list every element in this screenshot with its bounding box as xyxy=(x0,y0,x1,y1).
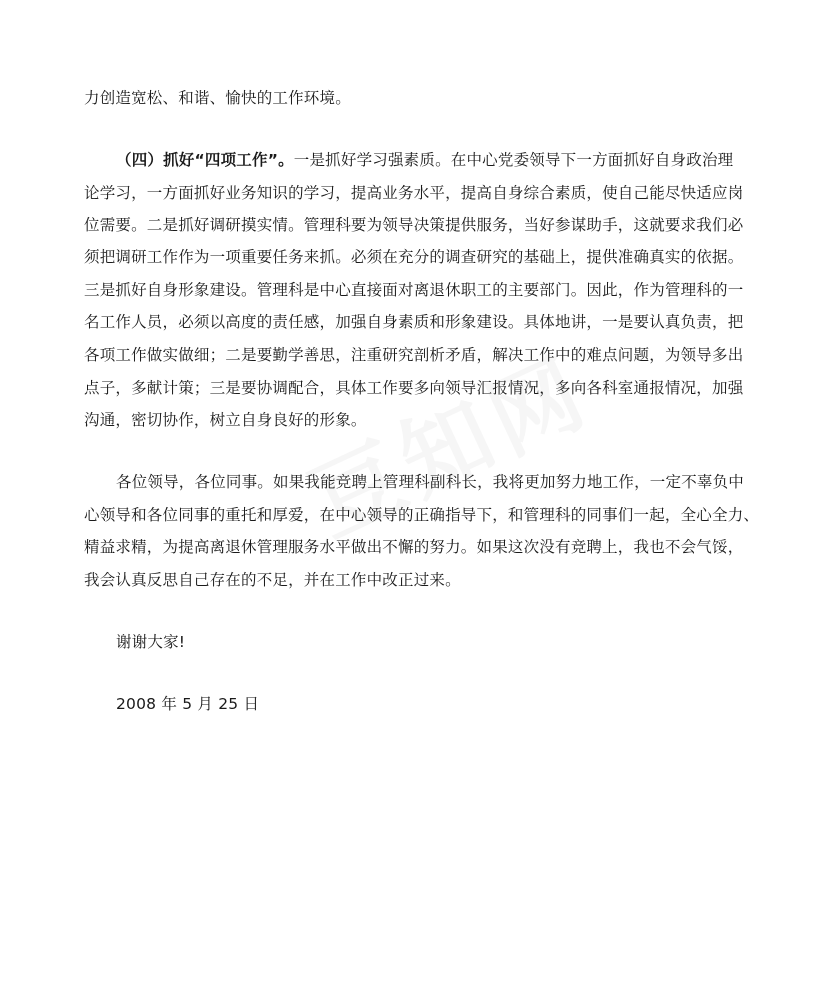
paragraph-line: 点子，多献计策；三是要协调配合，具体工作要多向领导汇报情况，多向各科室通报情况，加强 xyxy=(84,379,744,397)
paragraph-text: 一是抓好学习强素质。在中心党委领导下一方面抓好自身政治理 xyxy=(293,151,734,169)
paragraph-line: 我会认真反思自己存在的不足，并在工作中改正过来。 xyxy=(84,571,461,589)
paragraph-line: 心领导和各位同事的重托和厚爱，在中心领导的正确指导下，和管理科的同事们一起，全心全力、 xyxy=(84,506,760,524)
paragraph-line: 力创造宽松、和谐、愉快的工作环境。 xyxy=(84,89,351,107)
paragraph-line xyxy=(116,150,733,170)
paragraph-line: 各位领导，各位同事。如果我能竞聘上管理科副科长，我将更加努力地工作，一定不辜负中 xyxy=(116,473,745,491)
section-heading: （四）抓好“四项工作”。 xyxy=(116,151,294,169)
paragraph-line: 位需要。二是抓好调研摸实情。管理科要为领导决策提供服务，当好参谋助手，这就要求我们必 xyxy=(84,216,744,234)
document-date: 2008 年 5 月 25 日 xyxy=(116,695,260,713)
paragraph-line: 各项工作做实做细；二是要勤学善思，注重研究剖析矛盾，解决工作中的难点问题，为领导多出 xyxy=(84,346,744,364)
paragraph-line: 论学习，一方面抓好业务知识的学习，提高业务水平，提高自身综合素质，使自己能尽快适应岗 xyxy=(84,184,744,202)
paragraph-line: 精益求精，为提高离退休管理服务水平做出不懈的努力。如果这次没有竞聘上，我也不会气馁， xyxy=(84,538,744,556)
paragraph-line: 须把调研工作作为一项重要任务来抓。必须在充分的调查研究的基础上，提供准确真实的依据。 xyxy=(84,248,744,266)
paragraph-line: 三是抓好自身形象建设。管理科是中心直接面对离退休职工的主要部门。因此，作为管理科的一 xyxy=(84,281,744,299)
closing-thanks: 谢谢大家! xyxy=(116,633,186,651)
paragraph-line: 名工作人员，必须以高度的责任感，加强自身素质和形象建设。具体地讲，一是要认真负责，把 xyxy=(84,313,744,331)
paragraph-line: 沟通，密切协作，树立自身良好的形象。 xyxy=(84,411,367,429)
